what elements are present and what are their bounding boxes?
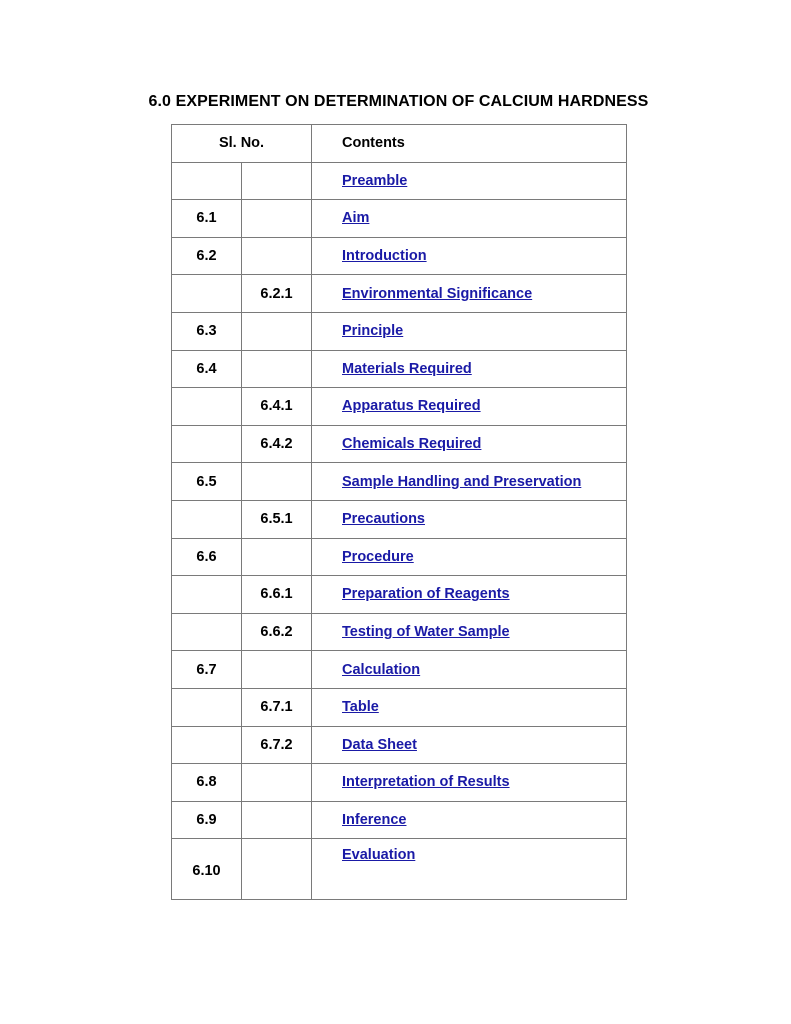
toc-link[interactable]: Precautions (342, 511, 425, 528)
section-number (172, 388, 242, 426)
table-row (172, 726, 627, 764)
contents-cell (312, 688, 627, 726)
subsection-number: 6.4.1 (242, 388, 312, 426)
table-row (172, 576, 627, 614)
toc-link[interactable]: Interpretation of Results (342, 774, 510, 791)
section-number: 6.7 (172, 651, 242, 689)
section-number: 6.2 (172, 237, 242, 275)
subsection-number: 6.7.2 (242, 726, 312, 764)
table-row (172, 350, 627, 388)
section-number: 6.1 (172, 200, 242, 238)
section-number (172, 613, 242, 651)
table-row (172, 388, 627, 426)
toc-link[interactable]: Chemicals Required (342, 436, 482, 453)
table-row (172, 500, 627, 538)
contents-table-body (172, 125, 627, 900)
subsection-number (242, 538, 312, 576)
toc-link[interactable]: Materials Required (342, 360, 472, 377)
section-number: 6.5 (172, 463, 242, 501)
section-number (172, 500, 242, 538)
contents-cell (312, 162, 627, 200)
contents-cell (312, 200, 627, 238)
subsection-number (242, 312, 312, 350)
table-row (172, 688, 627, 726)
table-row (172, 764, 627, 802)
section-number (172, 162, 242, 200)
subsection-number: 6.6.2 (242, 613, 312, 651)
toc-link[interactable]: Introduction (342, 248, 427, 265)
section-number: 6.9 (172, 801, 242, 839)
page-title: 6.0 EXPERIMENT ON DETERMINATION OF CALCIUM HARDNESS (148, 93, 649, 110)
toc-link[interactable]: Procedure (342, 548, 414, 565)
toc-link[interactable]: Data Sheet (342, 736, 417, 753)
contents-cell (312, 839, 627, 900)
section-number (172, 275, 242, 313)
table-row (172, 463, 627, 501)
toc-link[interactable]: Preamble (342, 172, 408, 189)
section-number (172, 576, 242, 614)
table-row (172, 162, 627, 200)
table-row (172, 275, 627, 313)
toc-link[interactable]: Environmental Significance (342, 285, 533, 302)
toc-link[interactable]: Calculation (342, 661, 421, 678)
section-number: 6.10 (172, 839, 242, 900)
section-number: 6.3 (172, 312, 242, 350)
subsection-number (242, 764, 312, 802)
subsection-number: 6.6.1 (242, 576, 312, 614)
contents-cell (312, 500, 627, 538)
table-row (172, 200, 627, 238)
table-row (172, 538, 627, 576)
subsection-number (242, 200, 312, 238)
contents-cell (312, 275, 627, 313)
contents-table (171, 124, 627, 900)
section-number (172, 688, 242, 726)
contents-cell (312, 764, 627, 802)
section-number: 6.4 (172, 350, 242, 388)
contents-header: Contents (312, 125, 627, 163)
contents-cell (312, 801, 627, 839)
table-row (172, 613, 627, 651)
subsection-number: 6.7.1 (242, 688, 312, 726)
contents-cell (312, 463, 627, 501)
slno-header: Sl. No. (172, 125, 312, 163)
toc-link[interactable]: Testing of Water Sample (342, 624, 510, 641)
subsection-number (242, 237, 312, 275)
subsection-number (242, 839, 312, 900)
contents-cell (312, 538, 627, 576)
toc-link[interactable]: Evaluation (342, 847, 416, 864)
table-row (172, 651, 627, 689)
subsection-number: 6.2.1 (242, 275, 312, 313)
section-number (172, 726, 242, 764)
subsection-number: 6.4.2 (242, 425, 312, 463)
toc-link[interactable]: Apparatus Required (342, 398, 481, 415)
toc-link[interactable]: Table (342, 699, 379, 716)
subsection-number (242, 162, 312, 200)
toc-link[interactable]: Inference (342, 811, 407, 828)
contents-cell (312, 613, 627, 651)
section-number (172, 425, 242, 463)
table-row (172, 237, 627, 275)
toc-link[interactable]: Sample Handling and Preservation (342, 473, 582, 490)
contents-cell (312, 425, 627, 463)
contents-cell (312, 388, 627, 426)
table-row (172, 312, 627, 350)
table-row (172, 801, 627, 839)
table-row (172, 839, 627, 900)
contents-cell (312, 312, 627, 350)
table-row (172, 425, 627, 463)
subsection-number (242, 651, 312, 689)
contents-cell (312, 576, 627, 614)
section-number: 6.6 (172, 538, 242, 576)
toc-link[interactable]: Preparation of Reagents (342, 586, 510, 603)
contents-cell (312, 726, 627, 764)
contents-cell (312, 237, 627, 275)
subsection-number (242, 463, 312, 501)
contents-cell (312, 350, 627, 388)
subsection-number (242, 350, 312, 388)
toc-link[interactable]: Aim (342, 210, 370, 227)
contents-cell (312, 651, 627, 689)
section-number: 6.8 (172, 764, 242, 802)
table-header-row (172, 125, 627, 163)
subsection-number: 6.5.1 (242, 500, 312, 538)
toc-link[interactable]: Principle (342, 323, 404, 340)
subsection-number (242, 801, 312, 839)
